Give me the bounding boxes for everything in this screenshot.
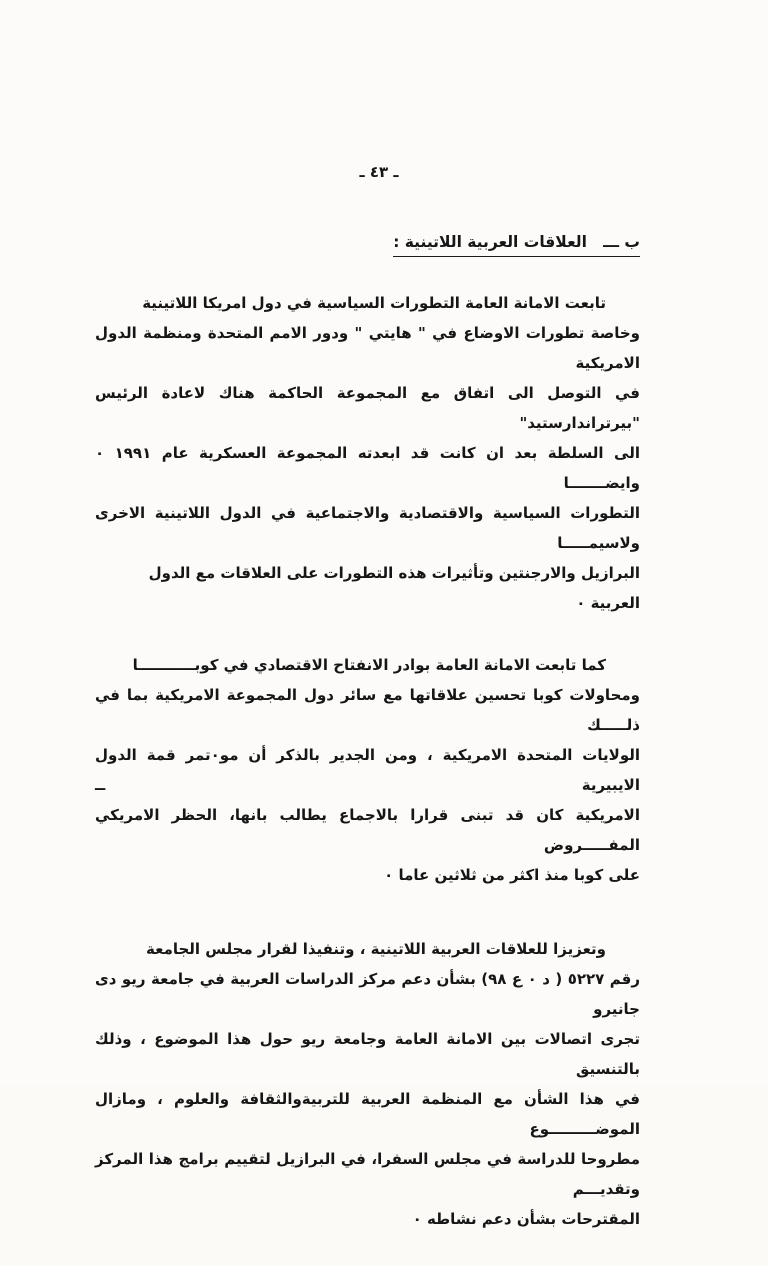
text-line: في هذا الشأن مع المنظمة العربية للتربيةوالثقافة والعلوم ، ومازال الموضـــــــــوع xyxy=(95,1090,640,1138)
text-line: في التوصل الى اتفاق مع المجموعة الحاكمة هناك لاعادة الرئيس "بيرتراندارستيد" xyxy=(95,384,640,432)
text-line: تابعت الامانة العامة التطورات السياسية في دول امريكا اللاتينية xyxy=(142,294,606,312)
section-heading: ب ـــ العلاقات العربية اللاتينية : xyxy=(393,233,640,257)
text-line: على كوبا منذ اكثر من ثلاثين عاما ٠ xyxy=(384,866,640,884)
text-line: الولايات المتحدة الامريكية ، ومن الجدير بالذكر أن مو٠تمر قمة الدول الايبيرية ــ xyxy=(95,746,640,794)
document-body xyxy=(95,288,640,1266)
text-line: الى السلطة بعد ان كانت قد ابعدته المجموعة العسكرية عام ١٩٩١ ٠ وايضـــــــا xyxy=(95,444,640,492)
paragraph xyxy=(95,288,640,618)
section-heading-row xyxy=(95,232,640,257)
text-line: تجرى اتصالات بين الامانة العامة وجامعة ريو حول هذا الموضوع ، وذلك بالتنسيق xyxy=(95,1030,640,1078)
text-line: مطروحا للدراسة في مجلس السفرا، في البرازيل لتقييم برامج هذا المركز وتقديـــم xyxy=(95,1150,640,1198)
paragraph xyxy=(95,650,640,890)
text-line: وتعزيزا للعلاقات العربية اللاتينية ، وتنفيذا لقرار مجلس الجامعة xyxy=(146,940,606,958)
page-number: ـ ٤٣ ـ xyxy=(359,163,399,181)
paragraph xyxy=(95,934,640,1234)
text-line: وخاصة تطورات الاوضاع في " هايتي " ودور الامم المتحدة ومنظمة الدول الامريكية xyxy=(95,324,640,372)
text-line: رقم ٥٢٢٧ ( د ٠ ع ٩٨) بشأن دعم مركز الدراسات العربية في جامعة ريو دى جانيرو xyxy=(95,970,640,1018)
text-line: ومحاولات كوبا تحسين علاقاتها مع سائر دول المجموعة الامريكية بما في ذلـــــك xyxy=(95,686,640,734)
text-line: كما تابعت الامانة العامة بوادر الانفتاح الاقتصادي في كوبـــــــــــا xyxy=(132,656,606,674)
text-line: المقترحات بشأن دعم نشاطه ٠ xyxy=(412,1210,640,1228)
text-line: البرازيل والارجنتين وتأثيرات هذه التطورات على العلاقات مع الدول العربية ٠ xyxy=(148,564,640,612)
text-line: التطورات السياسية والاقتصادية والاجتماعية في الدول اللاتينية الاخرى ولاسيمـــــا xyxy=(95,504,640,552)
text-line: الامريكية كان قد تبنى قرارا بالاجماع يطالب بانها، الحظر الامريكي المفـــــروض xyxy=(95,806,640,854)
